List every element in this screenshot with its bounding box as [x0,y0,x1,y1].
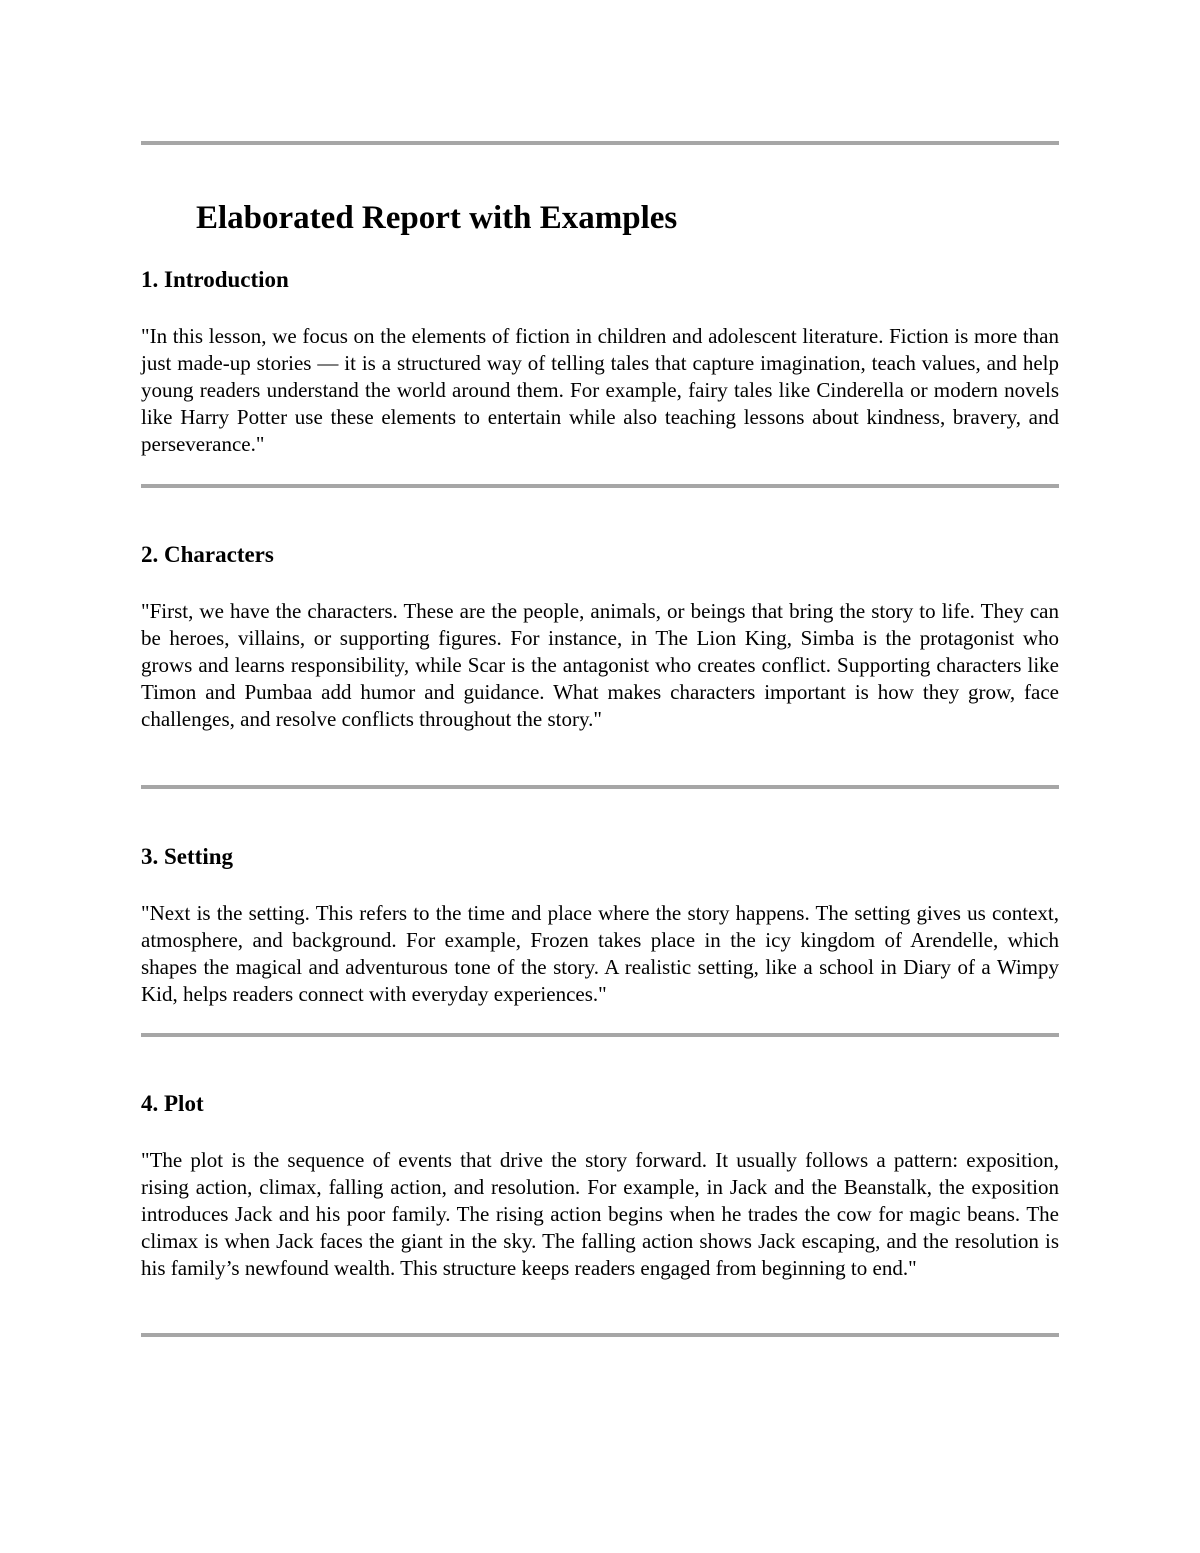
section-heading-plot: 4. Plot [141,1091,204,1116]
section-heading-setting: 3. Setting [141,844,233,869]
section-text-characters: "First, we have the characters. These are the people, animals, or beings that bring the story to life. They can be heroes, villains, or supporting figures. For instance, in The Lion King, Simba is the protagonist who grows and learns responsibility, while Scar is the antagonist who creates conflict. Supporting characters like Timon and Pumbaa add humor and guidance. What makes characters important is how they grow, face challenges, and resolve conflicts throughout the story." [141,599,1059,731]
horizontal-divider [141,1033,1059,1037]
section-text-plot: "The plot is the sequence of events that drive the story forward. It usually follows a pattern: exposition, rising action, climax, falling action, and resolution. For example, in Jack and the Beanstalk, the exposition introduces Jack and his poor family. The rising action begins when he trades the cow for magic beans. The climax is when Jack faces the giant in the sky. The falling action shows Jack escaping, and the resolution is his family’s newfound wealth. This structure keeps readers engaged from beginning to end." [141,1148,1059,1280]
horizontal-divider [141,484,1059,488]
section-heading-characters: 2. Characters [141,542,274,567]
horizontal-divider [141,1333,1059,1337]
section-text-introduction: "In this lesson, we focus on the elements of fiction in children and adolescent literature. Fiction is more than just made-up stories — it is a structured way of telling tales that capture imagination, teach values, and help young readers understand the world around them. For example, fairy tales like Cinderella or modern novels like Harry Potter use these elements to entertain while also teaching lessons about kindness, bravery, and perseverance." [141,324,1059,456]
document-title: Elaborated Report with Examples [196,200,678,236]
section-text-setting: "Next is the setting. This refers to the time and place where the story happens. The setting gives us context, atmosphere, and background. For example, Frozen takes place in the icy kingdom of Arendelle, which shapes the magical and adventurous tone of the story. A realistic setting, like a school in Diary of a Wimpy Kid, helps readers connect with everyday experiences." [141,901,1059,1006]
section-heading-introduction: 1. Introduction [141,267,289,292]
horizontal-divider [141,785,1059,789]
horizontal-divider [141,141,1059,145]
